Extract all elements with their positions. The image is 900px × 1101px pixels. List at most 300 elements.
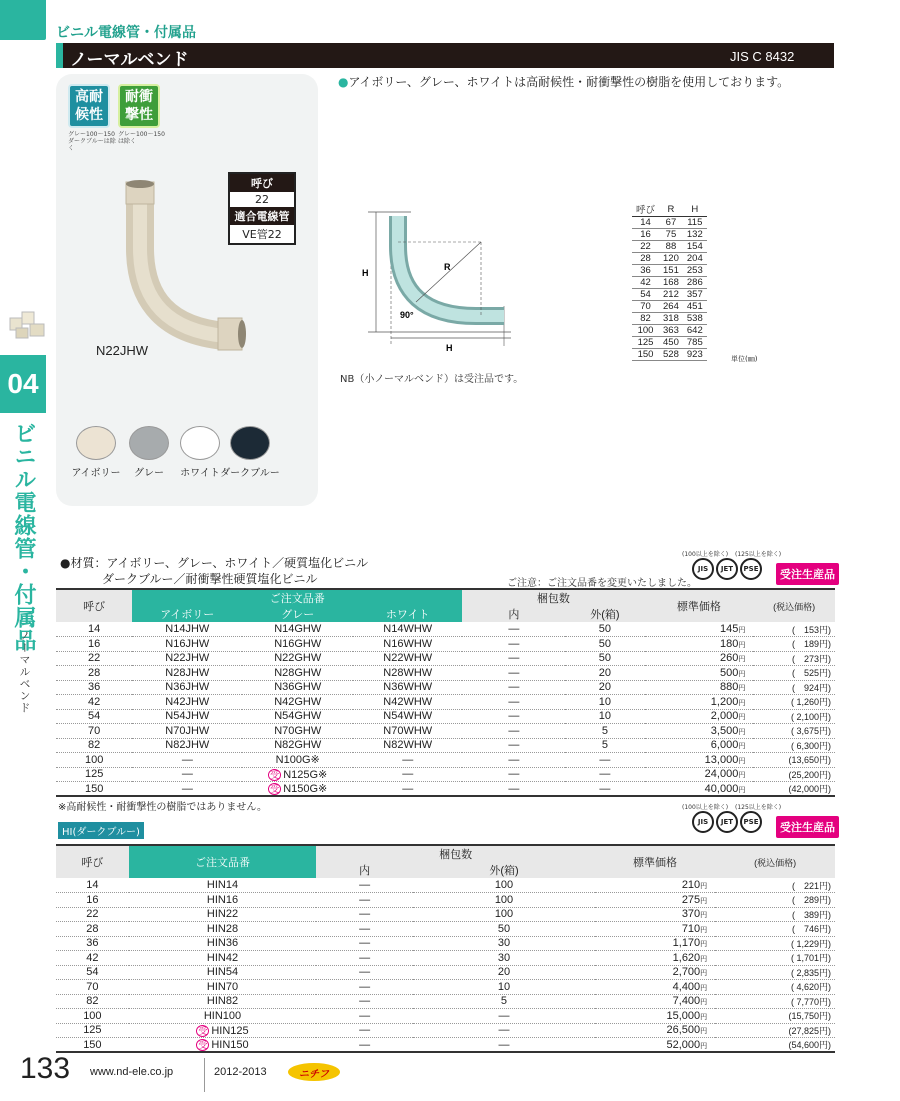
t1-gray-code: N100G※ <box>275 754 320 767</box>
t2-tax: ( 4,620円) <box>715 980 835 995</box>
t1-gray <box>242 753 353 768</box>
t2-inner: — <box>316 980 413 995</box>
t2-inner: — <box>316 1038 413 1053</box>
t2-tax: (27,825円) <box>715 1023 835 1038</box>
t1-price-value: 880 <box>719 681 739 694</box>
t2-inner: — <box>316 878 413 893</box>
model-label: N22JHW <box>96 343 149 358</box>
t2-price <box>595 951 715 966</box>
dim-row <box>632 289 707 301</box>
t1-inner: — <box>462 724 565 739</box>
dim-cell: 132 <box>683 229 707 241</box>
t2-code <box>129 907 317 922</box>
yen-unit: 円 <box>738 714 746 722</box>
t2-code <box>129 965 317 980</box>
t1-header-pack: 梱包数 <box>462 589 644 606</box>
t2-code <box>129 994 317 1009</box>
dim-cell: 363 <box>659 325 683 337</box>
yen-unit: 円 <box>738 743 746 751</box>
yen-unit: 円 <box>700 926 708 934</box>
swatch-label-white: ホワイト <box>180 468 220 479</box>
pse-icon: PSE <box>740 811 762 833</box>
t2-tax: ( 746円) <box>715 922 835 937</box>
t1-price-value: 1,200 <box>710 695 739 708</box>
spec-value-nominal: 22 <box>230 192 294 207</box>
t1-nominal: 125 <box>56 767 132 782</box>
yen-unit: 円 <box>738 627 746 634</box>
t1-inner: — <box>462 637 565 652</box>
t2-tax: ( 289円) <box>715 893 835 908</box>
jis-jet-icon: JIS <box>692 558 714 580</box>
t1-white: N42WHW <box>353 695 462 710</box>
t1-gray-code: N82GHW <box>274 739 322 752</box>
t1-nominal: 70 <box>56 724 132 739</box>
yen-unit: 円 <box>738 699 746 707</box>
t1-inner: — <box>462 738 565 753</box>
dim-cell: 538 <box>683 313 707 325</box>
t2-price <box>595 893 715 908</box>
dimension-diagram <box>356 206 516 356</box>
t2-header-price: 標準価格 <box>595 845 715 878</box>
t1-outer: — <box>565 767 644 782</box>
t1-gray <box>242 666 353 681</box>
dim-header-r: R <box>659 202 683 217</box>
table-row <box>56 994 835 1009</box>
t1-price-value: 24,000 <box>704 768 739 781</box>
t2-outer: 30 <box>413 936 595 951</box>
t1-gray <box>242 738 353 753</box>
t2-price-value: 52,000 <box>666 1038 701 1051</box>
t1-tax: ( 189円) <box>753 637 835 652</box>
t1-header-white: ホワイト <box>353 606 462 622</box>
t1-ivory: N70JHW <box>132 724 242 739</box>
dim-cell: 151 <box>659 265 683 277</box>
spec-header-conduit: 適合電線管 <box>230 207 294 225</box>
table-row <box>56 951 835 966</box>
dim-row <box>632 253 707 265</box>
cert-icons-2 <box>692 811 762 833</box>
t2-inner: — <box>316 922 413 937</box>
t1-gray <box>242 637 353 652</box>
t1-ivory: N82JHW <box>132 738 242 753</box>
t1-price-value: 6,000 <box>710 739 739 752</box>
dim-row <box>632 277 707 289</box>
dim-header-nominal: 呼び <box>632 202 659 217</box>
table-row <box>56 709 835 724</box>
t2-code-value: HIN82 <box>206 995 239 1008</box>
t1-white: N36WHW <box>353 680 462 695</box>
dim-row <box>632 229 707 241</box>
t2-nominal: 42 <box>56 951 129 966</box>
t1-ivory: N16JHW <box>132 637 242 652</box>
table-row <box>56 1023 835 1038</box>
t2-price <box>595 878 715 893</box>
table-row <box>56 666 835 681</box>
dim-cell: 154 <box>683 241 707 253</box>
t1-inner: — <box>462 753 565 768</box>
t1-price-value: 2,000 <box>710 710 739 723</box>
t1-inner: — <box>462 709 565 724</box>
table-row <box>56 651 835 666</box>
dim-cell: 357 <box>683 289 707 301</box>
t1-gray-code: N125G※ <box>283 768 328 781</box>
t2-outer: 100 <box>413 878 595 893</box>
yen-unit: 円 <box>738 685 746 693</box>
t1-inner: — <box>462 695 565 710</box>
t1-price-value: 3,500 <box>710 724 739 737</box>
t1-header-inner: 内 <box>462 606 565 622</box>
label-h-bottom: H <box>446 343 453 353</box>
dim-cell: 75 <box>659 229 683 241</box>
t1-white: N54WHW <box>353 709 462 724</box>
t2-price <box>595 1023 715 1038</box>
t2-outer: — <box>413 1009 595 1024</box>
t2-header-order: ご注文品番 <box>129 845 317 878</box>
t2-nominal: 14 <box>56 878 129 893</box>
t1-price <box>645 666 754 681</box>
yen-unit: 円 <box>738 786 746 794</box>
t1-inner: — <box>462 666 565 681</box>
cert-note-2b: (125以上を除く) <box>735 804 782 811</box>
t1-outer: 5 <box>565 724 644 739</box>
t1-nominal: 54 <box>56 709 132 724</box>
dim-row <box>632 325 707 337</box>
t2-outer: — <box>413 1038 595 1053</box>
title-accent <box>56 43 63 68</box>
t1-white: — <box>353 767 462 782</box>
dim-cell: 150 <box>632 349 659 361</box>
label-h-side: H <box>362 268 369 278</box>
t2-inner: — <box>316 907 413 922</box>
t1-outer: — <box>565 753 644 768</box>
yen-unit: 円 <box>700 999 708 1007</box>
t1-price <box>645 622 754 637</box>
category-title: ビニル電線管・付属品 <box>56 25 196 41</box>
page-number: 133 <box>20 1052 71 1085</box>
t1-tax: ( 1,260円) <box>753 695 835 710</box>
table-row <box>56 936 835 951</box>
table-row <box>56 878 835 893</box>
dim-row <box>632 241 707 253</box>
t2-nominal: 28 <box>56 922 129 937</box>
t1-gray <box>242 651 353 666</box>
t1-price <box>645 695 754 710</box>
t1-outer: — <box>565 782 644 797</box>
t2-code-value: HIN150 <box>211 1039 249 1051</box>
table-row <box>56 695 835 710</box>
t2-price-value: 15,000 <box>666 1009 701 1022</box>
t2-price-value: 1,170 <box>672 937 701 950</box>
t1-price <box>645 680 754 695</box>
t1-tax: ( 6,300円) <box>753 738 835 753</box>
t2-tax: ( 7,770円) <box>715 994 835 1009</box>
t2-nominal: 82 <box>56 994 129 1009</box>
t1-outer: 50 <box>565 622 644 637</box>
t1-inner: — <box>462 680 565 695</box>
t2-code <box>129 936 317 951</box>
t2-nominal: 36 <box>56 936 129 951</box>
dim-cell: 70 <box>632 301 659 313</box>
t2-outer: 100 <box>413 907 595 922</box>
t2-code-value: HIN42 <box>206 951 239 964</box>
t2-outer: 100 <box>413 893 595 908</box>
page-title: ノーマルベンド <box>70 50 189 70</box>
t1-tax: ( 3,675円) <box>753 724 835 739</box>
dim-cell: 642 <box>683 325 707 337</box>
t1-tax: ( 2,100円) <box>753 709 835 724</box>
t1-price <box>645 709 754 724</box>
unit-note: 単位(㎜) <box>731 355 758 363</box>
jis-jet-icon: JIS <box>692 811 714 833</box>
t1-gray-code: N22GHW <box>274 652 322 665</box>
t2-price <box>595 1009 715 1024</box>
t2-price <box>595 1038 715 1053</box>
dim-cell: 16 <box>632 229 659 241</box>
intro-text <box>338 73 789 90</box>
t1-header-price: 標準価格 <box>645 589 754 622</box>
t1-gray <box>242 680 353 695</box>
chapter-number: 04 <box>0 355 46 413</box>
s-jet-icon: JET <box>716 558 738 580</box>
t2-code-value: HIN36 <box>206 937 239 950</box>
t2-code-value: HIN70 <box>206 980 239 993</box>
t1-white: N16WHW <box>353 637 462 652</box>
table-row <box>56 922 835 937</box>
t2-code <box>129 878 317 893</box>
t1-price <box>645 753 754 768</box>
yen-unit: 円 <box>738 728 746 736</box>
pse-icon: PSE <box>740 558 762 580</box>
t2-nominal: 16 <box>56 893 129 908</box>
yen-unit: 円 <box>700 1042 708 1050</box>
t2-inner: — <box>316 936 413 951</box>
material-text <box>60 555 368 587</box>
t2-nominal: 100 <box>56 1009 129 1024</box>
badge1-note: グレー100〜150 ダークブルーは除く <box>68 131 116 152</box>
dim-cell: 204 <box>683 253 707 265</box>
intro-body: アイボリー、グレー、ホワイトは高耐候性・耐衝撃性の樹脂を使用しております。 <box>348 75 790 89</box>
yen-unit: 円 <box>700 897 708 905</box>
t2-nominal: 70 <box>56 980 129 995</box>
t2-nominal: 125 <box>56 1023 129 1038</box>
dim-cell: 286 <box>683 277 707 289</box>
cert-note-1b: (100以上を除く) <box>682 804 729 811</box>
t2-price <box>595 965 715 980</box>
resin-note: ※高耐候性・耐衝撃性の樹脂ではありません。 <box>58 802 267 813</box>
t1-outer: 50 <box>565 651 644 666</box>
t1-tax: ( 273円) <box>753 651 835 666</box>
t1-outer: 5 <box>565 738 644 753</box>
t1-gray-code: N150G※ <box>283 783 328 795</box>
t1-tax: ( 924円) <box>753 680 835 695</box>
t1-price-value: 13,000 <box>704 753 739 766</box>
dim-row <box>632 337 707 349</box>
material-line1: ●材質：アイボリー、グレー、ホワイト／硬質塩化ビニル <box>60 556 369 570</box>
swatch-ivory <box>76 426 116 460</box>
yen-unit: 円 <box>700 1013 708 1021</box>
dim-row <box>632 301 707 313</box>
t1-ivory: N36JHW <box>132 680 242 695</box>
t1-header-ivory: アイボリー <box>132 606 242 622</box>
dim-cell: 450 <box>659 337 683 349</box>
t1-outer: 20 <box>565 680 644 695</box>
order-mark-icon: 受 <box>198 1040 208 1050</box>
t2-code <box>129 1009 317 1024</box>
t2-price <box>595 980 715 995</box>
t2-tax: ( 2,835円) <box>715 965 835 980</box>
website-url[interactable]: www.nd-ele.co.jp <box>90 1066 174 1078</box>
t2-outer: 30 <box>413 951 595 966</box>
t2-code <box>129 893 317 908</box>
catalog-year: 2012-2013 <box>214 1066 267 1078</box>
order-mark-icon: 受 <box>198 1025 208 1036</box>
spec-box <box>228 172 296 245</box>
t2-price <box>595 922 715 937</box>
t1-header-gray: グレー <box>242 606 353 622</box>
badge2-note: グレー100〜150は除く <box>118 131 165 145</box>
t2-price-value: 2,700 <box>672 966 701 979</box>
t1-ivory: N28JHW <box>132 666 242 681</box>
t1-outer: 10 <box>565 709 644 724</box>
t1-header-order: ご注文品番 <box>132 589 462 606</box>
table-row <box>56 622 835 637</box>
material-line2: ダークブルー／耐衝撃性硬質塩化ビニル <box>102 572 318 586</box>
t2-tax: (15,750円) <box>715 1009 835 1024</box>
dim-cell: 36 <box>632 265 659 277</box>
yen-unit: 円 <box>700 955 708 963</box>
t2-outer: 50 <box>413 922 595 937</box>
cubes-icon <box>8 308 46 340</box>
order-mark-icon: 受 <box>270 784 280 794</box>
t1-white: — <box>353 753 462 768</box>
dim-row <box>632 217 707 229</box>
t2-tax: ( 389円) <box>715 907 835 922</box>
dim-cell: 785 <box>683 337 707 349</box>
t2-code <box>129 951 317 966</box>
dim-cell: 451 <box>683 301 707 313</box>
table-row <box>56 637 835 652</box>
yen-unit: 円 <box>700 1028 708 1036</box>
yen-unit: 円 <box>738 757 746 765</box>
t1-ivory: N22JHW <box>132 651 242 666</box>
dim-cell: 22 <box>632 241 659 253</box>
t1-gray-code: N14GHW <box>274 623 322 635</box>
t2-inner: — <box>316 951 413 966</box>
t1-price-value: 260 <box>719 652 739 665</box>
t1-white: N14WHW <box>353 622 462 637</box>
t2-price <box>595 936 715 951</box>
t1-tax: ( 525円) <box>753 666 835 681</box>
table-row <box>56 724 835 739</box>
footer-divider <box>204 1058 205 1092</box>
t1-nominal: 16 <box>56 637 132 652</box>
yen-unit: 円 <box>700 912 708 920</box>
chapter-title: ビニル電線管・付属品 <box>11 422 36 652</box>
company-logo: ニチフ <box>288 1063 340 1081</box>
table-row <box>56 893 835 908</box>
t2-price-value: 4,400 <box>672 980 701 993</box>
t2-price-value: 275 <box>681 893 701 906</box>
table-row <box>56 738 835 753</box>
yen-unit: 円 <box>738 656 746 664</box>
t2-outer: — <box>413 1023 595 1038</box>
t2-inner: — <box>316 893 413 908</box>
t1-gray-code: N36GHW <box>274 681 322 694</box>
order-mark-icon: 受 <box>270 769 280 780</box>
t2-price-value: 26,500 <box>666 1024 701 1037</box>
t2-price-value: 210 <box>681 879 701 891</box>
dim-cell: 318 <box>659 313 683 325</box>
t2-inner: — <box>316 994 413 1009</box>
t1-gray <box>242 695 353 710</box>
t2-code-value: HIN16 <box>206 893 239 906</box>
t1-gray-code: N42GHW <box>274 695 322 708</box>
dim-cell: 88 <box>659 241 683 253</box>
bullet-dot-icon: ● <box>338 75 349 89</box>
t1-nominal: 150 <box>56 782 132 797</box>
swatch-gray <box>129 426 169 460</box>
yen-unit: 円 <box>700 984 708 992</box>
dim-cell: 120 <box>659 253 683 265</box>
t1-inner: — <box>462 622 565 637</box>
t1-white: — <box>353 782 462 797</box>
table-row <box>56 907 835 922</box>
t2-tax: ( 1,701円) <box>715 951 835 966</box>
t2-header-inner: 内 <box>316 862 413 878</box>
table-row <box>56 680 835 695</box>
yen-unit: 円 <box>738 772 746 780</box>
dim-header-h: H <box>683 202 707 217</box>
t1-ivory: — <box>132 767 242 782</box>
t1-tax: ( 153円) <box>753 622 835 637</box>
swatch-label-darkblue: ダークブルー <box>220 468 280 479</box>
t1-nominal: 42 <box>56 695 132 710</box>
dim-cell: 528 <box>659 349 683 361</box>
t2-tax: ( 1,229円) <box>715 936 835 951</box>
t2-code-value: HIN100 <box>203 1009 242 1022</box>
t1-nominal: 22 <box>56 651 132 666</box>
product-table-2 <box>56 844 835 1053</box>
yen-unit: 円 <box>700 941 708 949</box>
t1-gray <box>242 724 353 739</box>
t1-white: N82WHW <box>353 738 462 753</box>
table-row <box>56 767 835 782</box>
dim-cell: 923 <box>683 349 707 361</box>
t1-price <box>645 738 754 753</box>
dim-cell: 253 <box>683 265 707 277</box>
dim-cell: 14 <box>632 217 659 229</box>
t1-header-nominal: 呼び <box>56 589 132 622</box>
t2-code-value: HIN125 <box>211 1024 249 1037</box>
t1-nominal: 28 <box>56 666 132 681</box>
t1-outer: 20 <box>565 666 644 681</box>
swatch-label-gray: グレー <box>134 468 164 479</box>
t1-gray-code: N54GHW <box>274 710 322 723</box>
yen-unit: 円 <box>700 970 708 978</box>
t2-code-value: HIN54 <box>206 966 239 979</box>
t1-nominal: 100 <box>56 753 132 768</box>
cert-note-1: (100以上を除く) <box>682 551 729 558</box>
t1-inner: — <box>462 767 565 782</box>
label-r: R <box>444 262 451 272</box>
t1-price-value: 40,000 <box>704 782 739 795</box>
t2-outer: 20 <box>413 965 595 980</box>
t1-white: N28WHW <box>353 666 462 681</box>
dim-cell: 67 <box>659 217 683 229</box>
t1-gray <box>242 622 353 637</box>
dim-row <box>632 265 707 277</box>
t1-gray-code: N28GHW <box>274 666 322 679</box>
